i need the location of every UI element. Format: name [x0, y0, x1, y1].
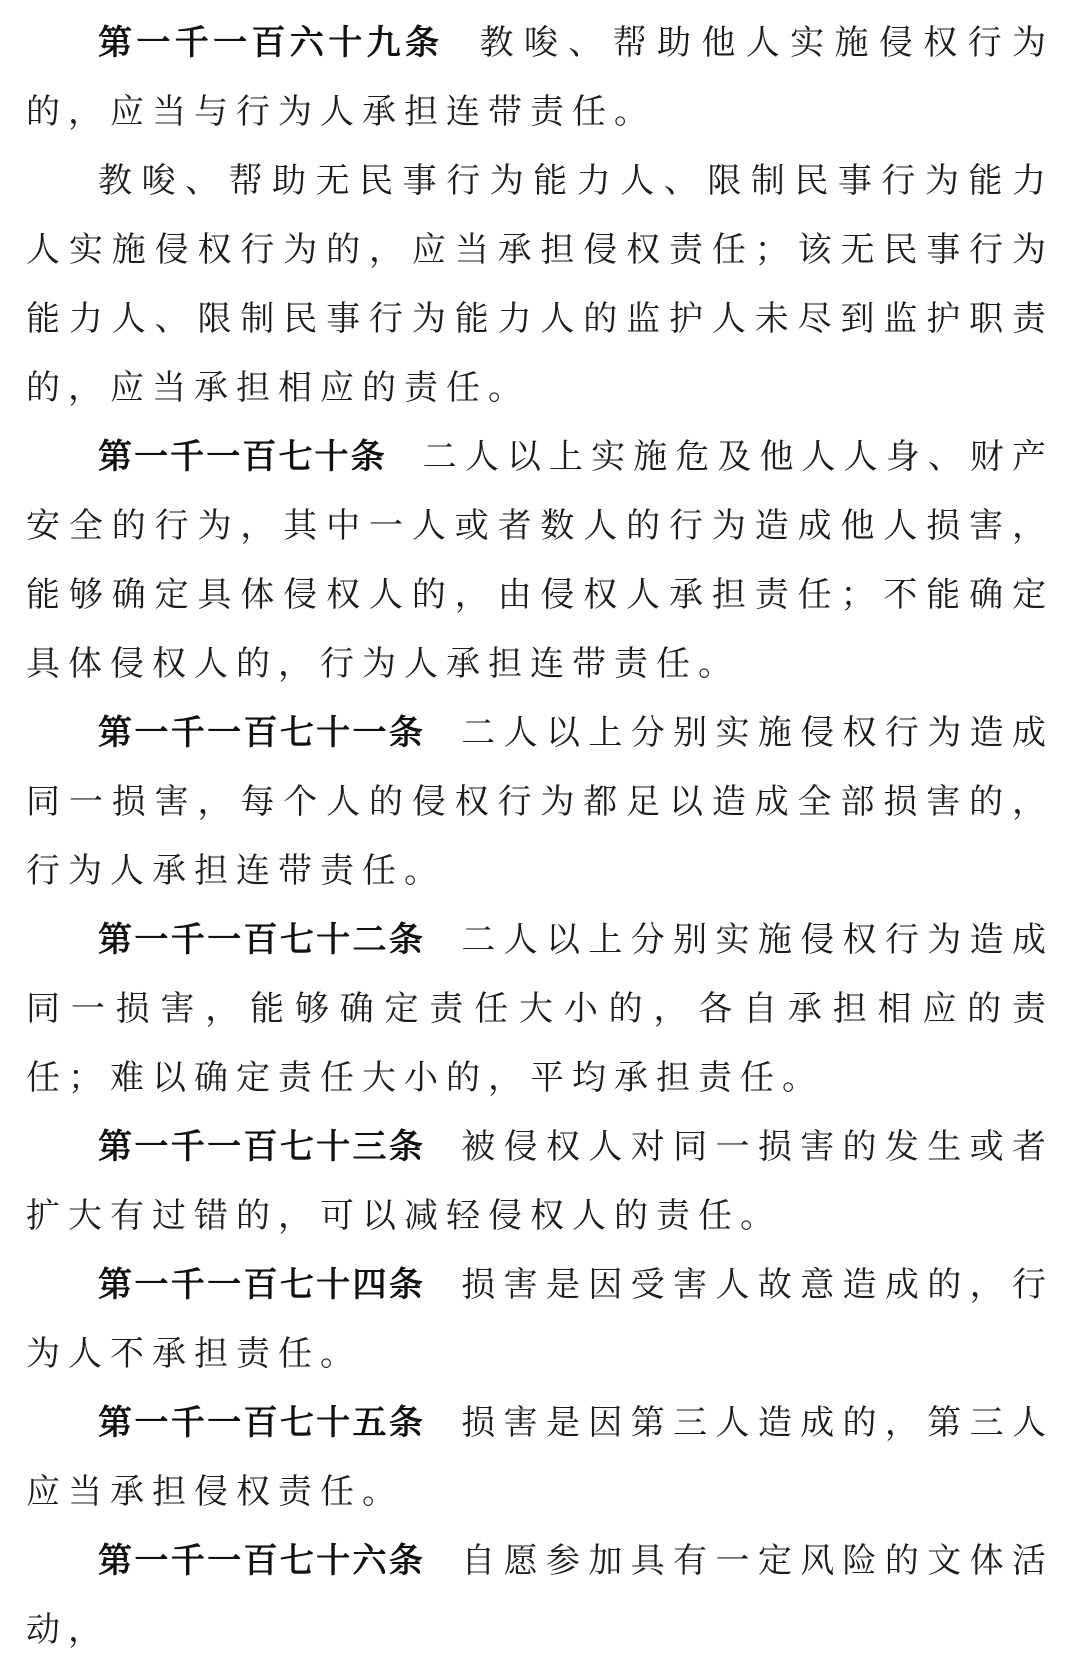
article-number: 第一千一百六十九条 — [98, 23, 444, 63]
article-text: 损害是因受害人故意造成的，行为人不承担责任。 — [26, 1265, 1055, 1374]
article-text: 二人以上分别实施侵权行为造成同一损害，每个人的侵权行为都足以造成全部损害的，行为人承担连带责任。 — [26, 713, 1055, 891]
article-text: 教唆、帮助无民事行为能力人、限制民事行为能力人实施侵权行为的，应当承担侵权责任；该无民事行为能力人、限制民事行为能力人的监护人未尽到监护职责的，应当承担相应的责任。 — [26, 161, 1054, 408]
article-number: 第一千一百七十三条 — [98, 1127, 426, 1167]
article-text: 二人以上分别实施侵权行为造成同一损害，能够确定责任大小的，各自承担相应的责任；难以确定责任大小的，平均承担责任。 — [26, 920, 1055, 1098]
article-text: 被侵权人对同一损害的发生或者扩大有过错的，可以减轻侵权人的责任。 — [26, 1127, 1055, 1236]
paragraph-1169 — [26, 9, 1054, 147]
paragraph-1170 — [26, 423, 1054, 699]
article-text: 损害是因第三人造成的，第三人应当承担侵权责任。 — [26, 1403, 1055, 1512]
article-number: 第一千一百七十条 — [98, 437, 387, 477]
paragraph-1173 — [26, 1113, 1054, 1251]
article-text: 二人以上实施危及他人人身、财产安全的行为，其中一人或者数人的行为造成他人损害，能够确定具体侵权人的，由侵权人承担责任；不能确定具体侵权人的，行为人承担连带责任。 — [26, 437, 1055, 684]
paragraph-1172 — [26, 906, 1054, 1113]
article-text: 自愿参加具有一定风险的文体活动， — [26, 1541, 1055, 1650]
article-number: 第一千一百七十二条 — [98, 920, 426, 960]
article-number: 第一千一百七十一条 — [98, 713, 426, 753]
article-number: 第一千一百七十五条 — [98, 1403, 426, 1443]
paragraph-1175 — [26, 1389, 1054, 1527]
paragraph-1171 — [26, 699, 1054, 906]
paragraph-1169-2 — [26, 147, 1054, 423]
article-number: 第一千一百七十六条 — [98, 1541, 426, 1581]
paragraph-1176 — [26, 1527, 1054, 1665]
article-number: 第一千一百七十四条 — [98, 1265, 426, 1305]
article-text: 教唆、帮助他人实施侵权行为的，应当与行为人承担连带责任。 — [26, 23, 1055, 132]
paragraph-1174 — [26, 1251, 1054, 1389]
